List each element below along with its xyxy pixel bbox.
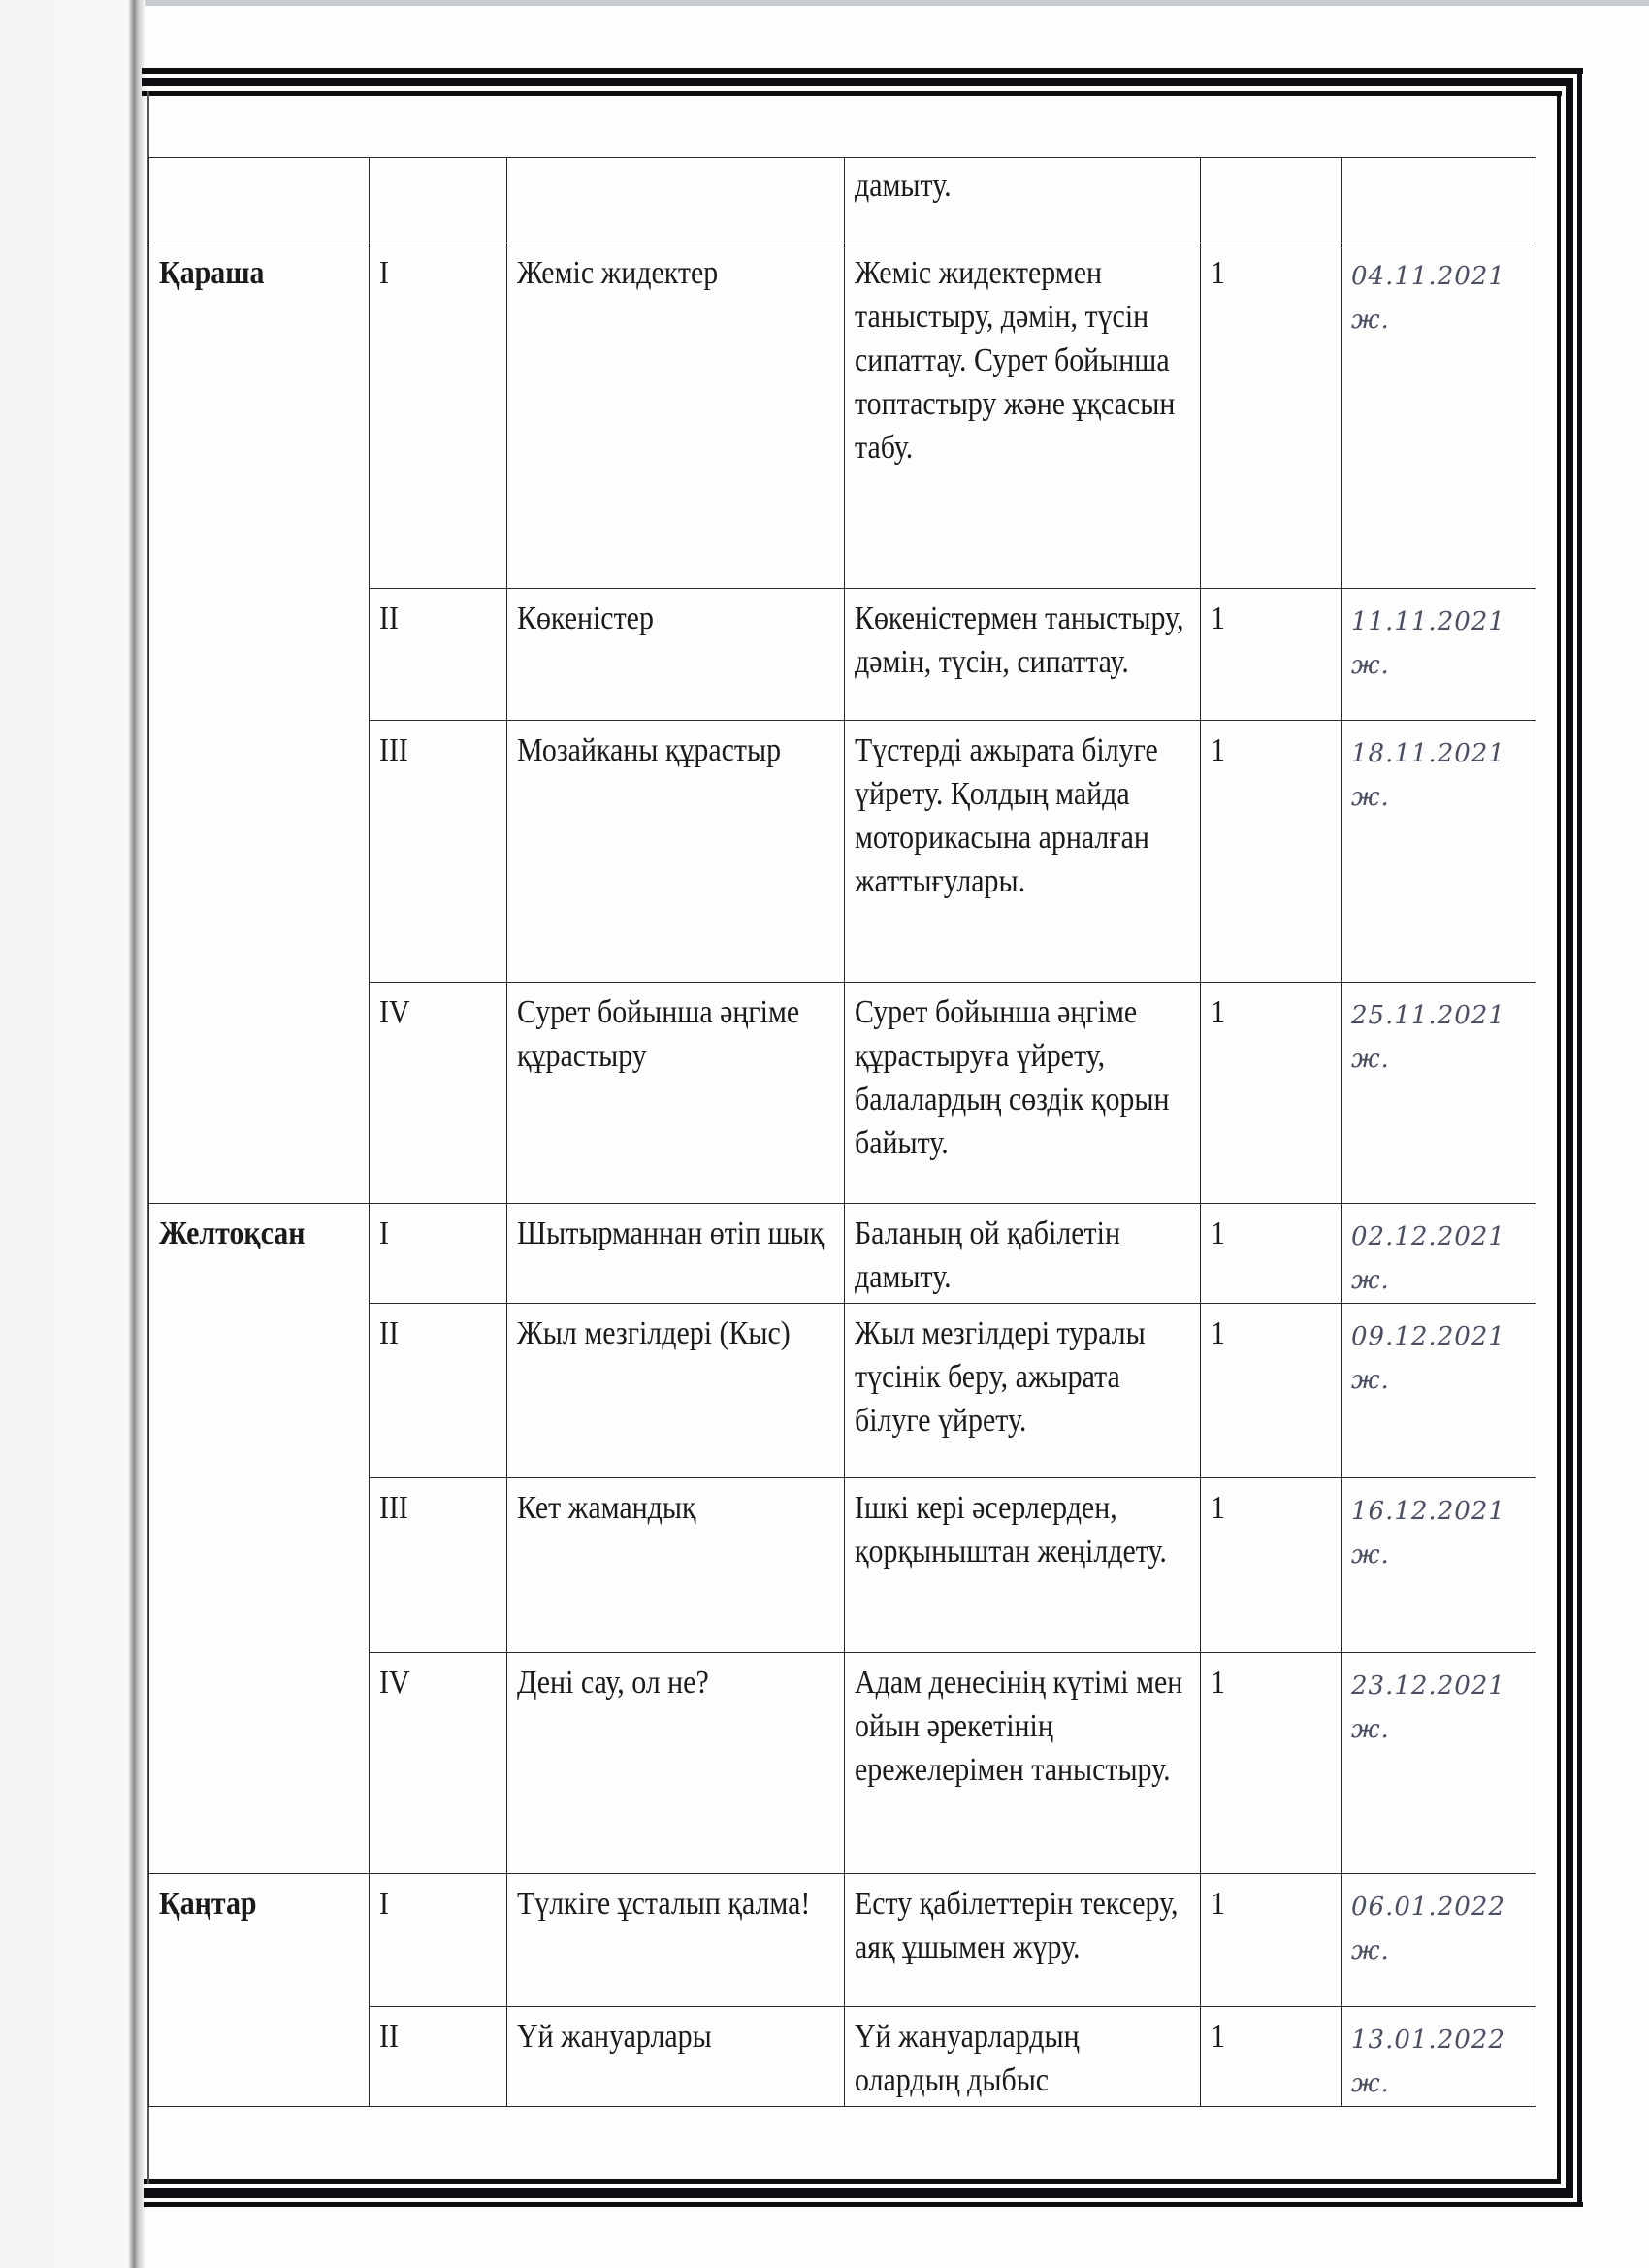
date-cell bbox=[1342, 158, 1536, 243]
date-cell: 16.12.2021 ж. bbox=[1342, 1478, 1536, 1653]
month-cell: Қаңтар bbox=[149, 1874, 370, 2107]
week-cell: IV bbox=[370, 1653, 507, 1874]
topic-cell: Түлкіге ұсталып қалма! bbox=[507, 1874, 845, 2007]
week-cell: I bbox=[370, 1204, 507, 1304]
week-cell: II bbox=[370, 1304, 507, 1478]
page-frame-border bbox=[1566, 78, 1573, 2192]
date-cell: 04.11.2021 ж. bbox=[1342, 243, 1536, 589]
objective-cell: Көкеністермен таныстыру, дәмін, түсін, сипаттау. bbox=[845, 589, 1201, 721]
page-frame-border bbox=[1557, 91, 1561, 2179]
date-cell: 06.01.2022 ж. bbox=[1342, 1874, 1536, 2007]
week-cell: III bbox=[370, 1478, 507, 1653]
topic-cell: Сурет бойынша әңгіме құрастыру bbox=[507, 983, 845, 1204]
hours-cell: 1 bbox=[1201, 589, 1342, 721]
scan-shadow bbox=[0, 0, 146, 2268]
hours-cell: 1 bbox=[1201, 1304, 1342, 1478]
topic-cell: Кет жамандық bbox=[507, 1478, 845, 1653]
week-cell: III bbox=[370, 721, 507, 983]
table-row bbox=[149, 158, 1536, 243]
hours-cell: 1 bbox=[1201, 243, 1342, 589]
week-cell: I bbox=[370, 1874, 507, 2007]
page-frame-border bbox=[142, 91, 1562, 96]
objective-cell: Сурет бойынша әңгіме құрастыруға үйрету, балалардың сөздік қорын байыту. bbox=[845, 983, 1201, 1204]
date-cell: 11.11.2021 ж. bbox=[1342, 589, 1536, 721]
table-row bbox=[149, 243, 1536, 589]
objective-cell: Адам денесінің күтімі мен ойын әрекетінің ережелерімен таныстыру. bbox=[845, 1653, 1201, 1874]
date-cell: 09.12.2021 ж. bbox=[1342, 1304, 1536, 1478]
topic-cell: Шытырманнан өтіп шық bbox=[507, 1204, 845, 1304]
week-cell: IV bbox=[370, 983, 507, 1204]
objective-cell: дамыту. bbox=[845, 158, 1201, 243]
date-cell: 23.12.2021 ж. bbox=[1342, 1653, 1536, 1874]
topic-cell: Көкеністер bbox=[507, 589, 845, 721]
table-row bbox=[149, 1204, 1536, 1304]
week-cell bbox=[370, 158, 507, 243]
topic-cell: Дені сау, ол не? bbox=[507, 1653, 845, 1874]
objective-cell: Есту қабілеттерін тексеру, аяқ ұшымен жүру. bbox=[845, 1874, 1201, 2007]
week-cell: II bbox=[370, 589, 507, 721]
objective-cell: Ішкі кері әсерлерден, қорқыныштан жеңілдету. bbox=[845, 1478, 1201, 1653]
month-cell: Желтоқсан bbox=[149, 1204, 370, 1874]
page-frame-border bbox=[142, 68, 1583, 74]
page-frame-border bbox=[144, 2179, 1561, 2184]
date-cell: 18.11.2021 ж. bbox=[1342, 721, 1536, 983]
topic-cell bbox=[507, 158, 845, 243]
scan-edge-top bbox=[0, 0, 1649, 6]
hours-cell: 1 bbox=[1201, 983, 1342, 1204]
topic-cell: Үй жануарлары bbox=[507, 2007, 845, 2107]
page-frame-border bbox=[142, 78, 1573, 86]
week-cell: II bbox=[370, 2007, 507, 2107]
lesson-plan-table bbox=[148, 157, 1536, 2107]
page-frame-border bbox=[144, 2202, 1583, 2207]
objective-cell: Баланың ой қабілетін дамыту. bbox=[845, 1204, 1201, 1304]
week-cell: I bbox=[370, 243, 507, 589]
objective-cell: Үй жануарлардың олардың дыбыс bbox=[845, 2007, 1201, 2107]
month-cell: Қараша bbox=[149, 243, 370, 1204]
topic-cell: Жыл мезгілдері (Кыс) bbox=[507, 1304, 845, 1478]
topic-cell: Мозайканы құрастыр bbox=[507, 721, 845, 983]
hours-cell: 1 bbox=[1201, 1478, 1342, 1653]
month-cell bbox=[149, 158, 370, 243]
hours-cell: 1 bbox=[1201, 721, 1342, 983]
table-row bbox=[149, 1874, 1536, 2007]
hours-cell: 1 bbox=[1201, 1653, 1342, 1874]
page-frame-border bbox=[1577, 68, 1582, 2202]
objective-cell: Жыл мезгілдері туралы түсінік беру, ажырата білуге үйрету. bbox=[845, 1304, 1201, 1478]
objective-cell: Түстерді ажырата білуге үйрету. Қолдың майда моторикасына арналған жаттығулары. bbox=[845, 721, 1201, 983]
hours-cell: 1 bbox=[1201, 2007, 1342, 2107]
date-cell: 13.01.2022 ж. bbox=[1342, 2007, 1536, 2107]
page-frame-border bbox=[144, 2188, 1573, 2198]
hours-cell: 1 bbox=[1201, 1204, 1342, 1304]
hours-cell bbox=[1201, 158, 1342, 243]
date-cell: 02.12.2021 ж. bbox=[1342, 1204, 1536, 1304]
hours-cell: 1 bbox=[1201, 1874, 1342, 2007]
date-cell: 25.11.2021 ж. bbox=[1342, 983, 1536, 1204]
objective-cell: Жеміс жидектермен таныстыру, дәмін, түсін сипаттау. Сурет бойынша топтастыру және ұқсасын табу. bbox=[845, 243, 1201, 589]
topic-cell: Жеміс жидектер bbox=[507, 243, 845, 589]
